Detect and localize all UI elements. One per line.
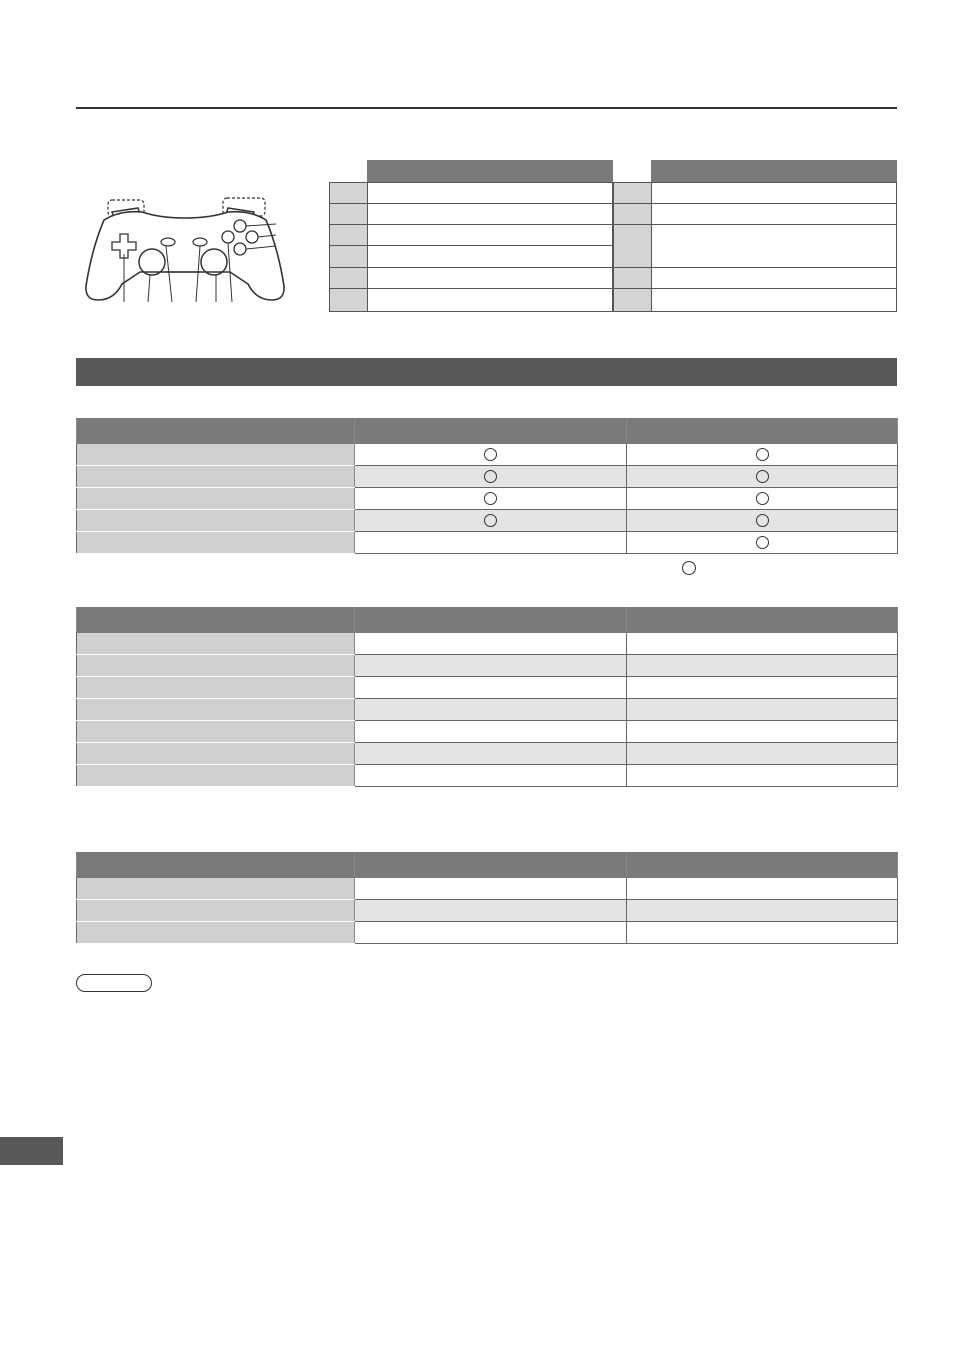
button-map-header-left (367, 160, 613, 182)
circle-mark-icon (484, 470, 497, 483)
button-map-header-right (651, 160, 897, 182)
availability-table (76, 418, 898, 554)
note-badge (76, 974, 152, 992)
table-header-cell (627, 419, 898, 444)
map-key (614, 204, 651, 225)
table-row (77, 444, 898, 466)
table-row (77, 922, 898, 944)
table-row (77, 743, 898, 765)
page-number-tab (0, 1137, 63, 1165)
table-header-cell (77, 608, 355, 633)
map-value (367, 183, 612, 204)
map-key (330, 289, 367, 311)
map-value (651, 268, 896, 289)
table-header-cell (355, 853, 627, 878)
table-header-cell (77, 419, 355, 444)
map-value (367, 204, 612, 225)
map-key (614, 289, 651, 311)
map-value (367, 246, 612, 268)
table-row (77, 699, 898, 721)
table-row (77, 721, 898, 743)
map-key (614, 225, 651, 268)
map-value (651, 204, 896, 225)
table-row (77, 488, 898, 510)
map-value (367, 268, 612, 289)
circle-mark-icon (484, 514, 497, 527)
circle-mark-icon (756, 448, 769, 461)
map-value (651, 225, 896, 268)
circle-mark-icon (756, 514, 769, 527)
button-map-table (329, 160, 897, 312)
circle-mark-icon (756, 536, 769, 549)
table-header-cell (77, 853, 355, 878)
table-header-cell (627, 608, 898, 633)
map-key (330, 268, 367, 289)
map-value (651, 289, 896, 311)
map-key (614, 183, 651, 204)
table-row (77, 510, 898, 532)
table-row (77, 532, 898, 554)
table-header-cell (355, 419, 627, 444)
map-key (330, 204, 367, 225)
top-rule (76, 107, 897, 109)
table-row (77, 765, 898, 787)
table-row (77, 878, 898, 900)
map-key (614, 268, 651, 289)
map-key (330, 183, 367, 204)
table-header-cell (355, 608, 627, 633)
circle-mark-icon (484, 492, 497, 505)
table-row (77, 466, 898, 488)
legend-circle-mark-icon (682, 561, 696, 575)
map-value (651, 183, 896, 204)
settings-table (76, 607, 898, 787)
map-value (367, 225, 612, 246)
table-row (77, 633, 898, 655)
circle-mark-icon (484, 448, 497, 461)
map-key (330, 246, 367, 268)
gamepad-icon (80, 188, 290, 310)
circle-mark-icon (756, 470, 769, 483)
table-row (77, 677, 898, 699)
table-row (77, 655, 898, 677)
table-row (77, 900, 898, 922)
table-header-cell (627, 853, 898, 878)
map-key (330, 225, 367, 246)
extra-table (76, 852, 898, 944)
section-header-band (76, 358, 897, 386)
map-value (367, 289, 612, 311)
circle-mark-icon (756, 492, 769, 505)
